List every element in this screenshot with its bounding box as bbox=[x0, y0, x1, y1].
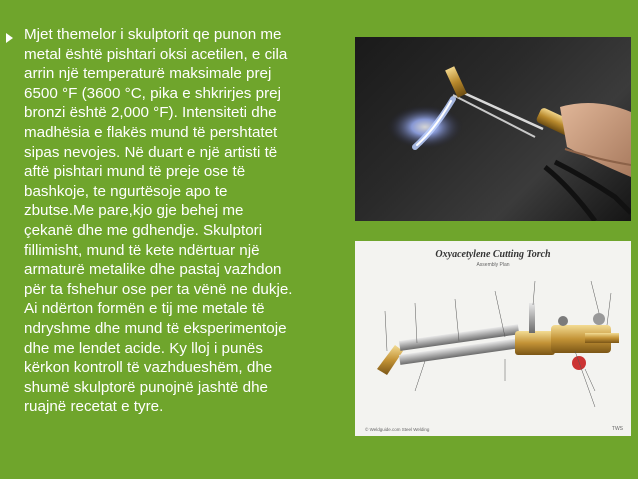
diagram-footer: © Weldguide.com Steel Welding bbox=[365, 427, 430, 432]
body-line: çekanë dhe me gdhendje. Skulptori bbox=[24, 221, 263, 239]
body-line: bronzi është 2,000 °F). Intensiteti dhe bbox=[24, 104, 277, 122]
cutting-torch-diagram bbox=[355, 241, 631, 436]
body-line: armaturë metalike dhe pastaj vazhdon bbox=[24, 261, 282, 279]
bullet-arrow-icon bbox=[6, 33, 13, 43]
body-line: për ta fshehur ose per ta vënë ne dukje. bbox=[24, 280, 293, 298]
body-line: metal është pishtari oksi acetilen, e cila bbox=[24, 45, 288, 63]
diagram-title: Oxyacetylene Cutting Torch bbox=[435, 249, 551, 260]
body-paragraph bbox=[24, 25, 346, 417]
diagram-subtitle: Assembly Plan bbox=[476, 262, 510, 268]
body-line: Ai ndërton formën e tij me metale të bbox=[24, 300, 265, 318]
torch-flame-illustration bbox=[355, 37, 631, 221]
torch-flame-photo bbox=[355, 37, 631, 221]
torch-diagram-illustration bbox=[355, 241, 631, 436]
body-line: arrin një temperaturë maksimale prej bbox=[24, 65, 272, 83]
body-line: ndryshme dhe mund të eksperimentoje bbox=[24, 319, 287, 337]
body-line: dhe me lendet acide. Ky lloj i punës bbox=[24, 339, 263, 357]
body-line: aftë pishtari mund të preje ose të bbox=[24, 163, 246, 181]
body-line: madhësia e flakës mund të pershtatet bbox=[24, 123, 278, 141]
body-line: Mjet themelor i skulptorit qe punon me bbox=[24, 26, 282, 43]
body-line: zbutse.Me pare,kjo gje behej me bbox=[24, 202, 244, 220]
diagram-logo: TWS bbox=[611, 426, 623, 432]
body-line: 6500 °F (3600 °C, pika e shkrirjes prej bbox=[24, 84, 281, 102]
body-line: ruajnë recetat e tyre. bbox=[24, 398, 164, 416]
body-line: fillimisht, mund të kete ndërtuar një bbox=[24, 241, 260, 259]
body-line: shumë skulptorë punojnë jashtë dhe bbox=[24, 378, 269, 396]
body-line: sipas nevojes. Në duart e një artisti të bbox=[24, 143, 278, 161]
body-line: bashkoje, te ngurtësoje apo te bbox=[24, 182, 228, 200]
body-line: kërkon kontroll të vazhdueshëm, dhe bbox=[24, 359, 273, 377]
